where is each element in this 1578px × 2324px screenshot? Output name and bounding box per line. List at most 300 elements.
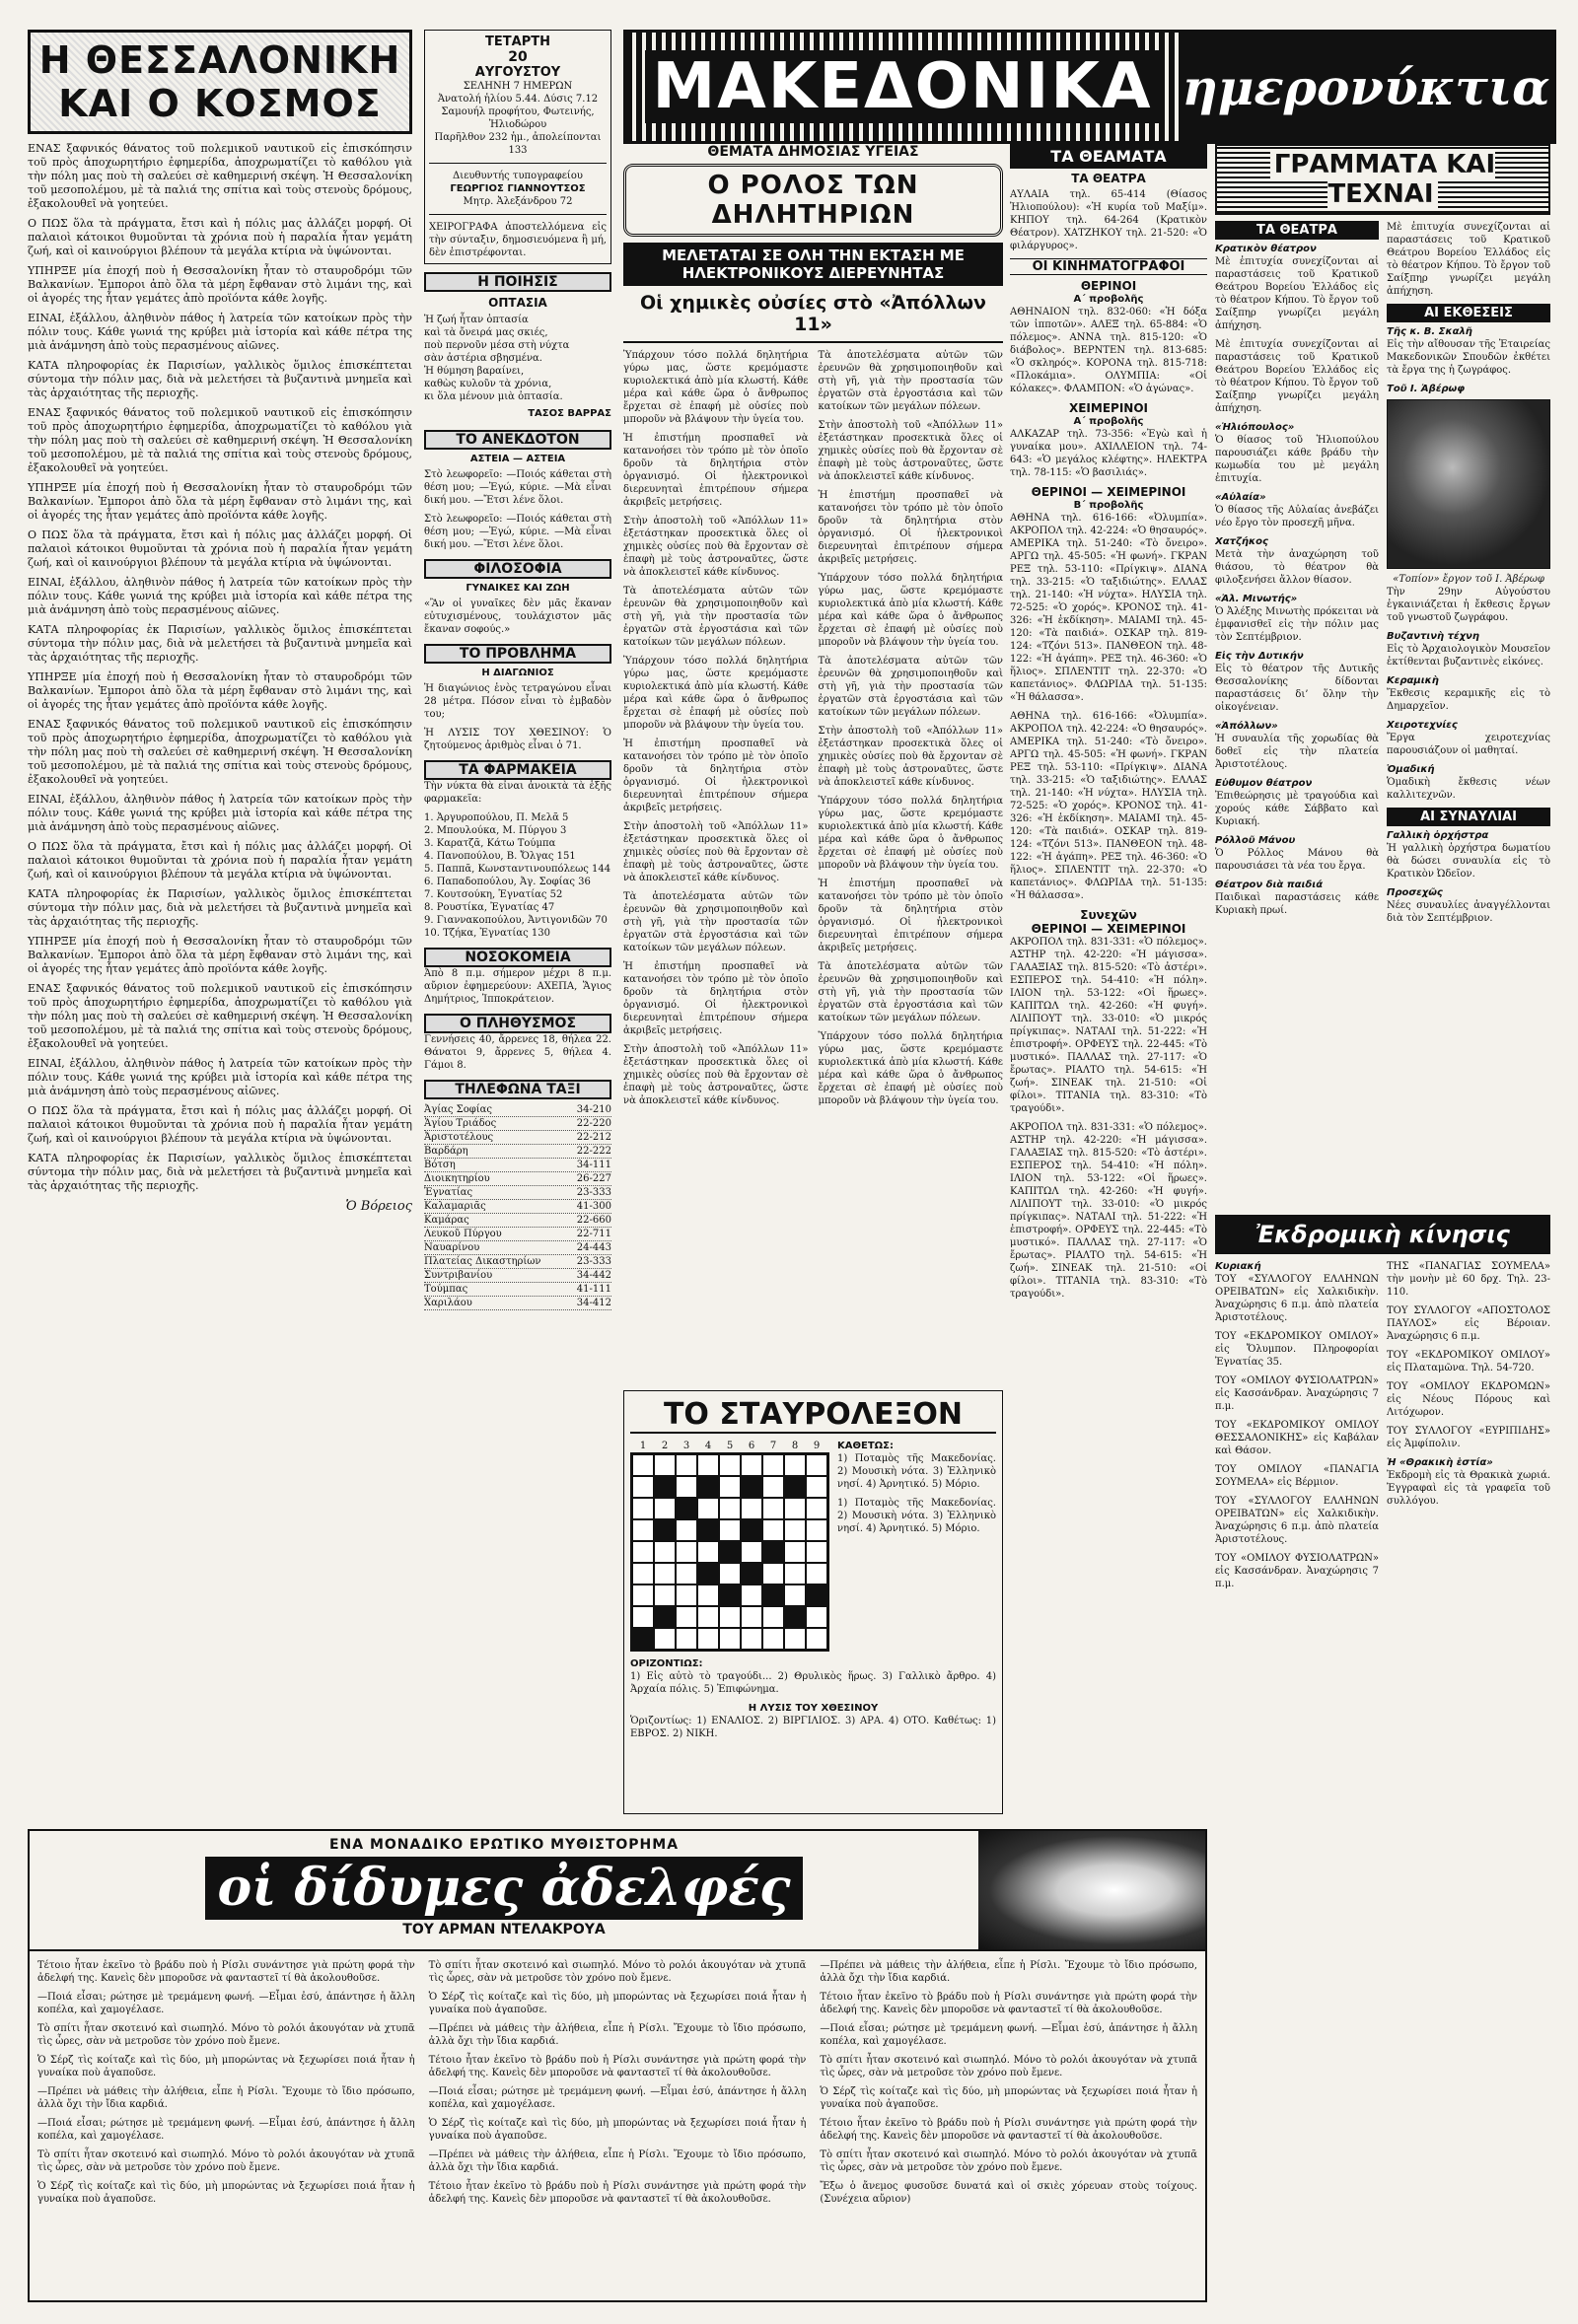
- sun-info: Ἀνατολή ἡλίου 5.44. Δύσις 7.12: [437, 94, 599, 105]
- moon-info: ΣΕΛΗΝΗ 7 ΗΜΕΡΩΝ: [463, 81, 573, 92]
- crossword-black-cell: [697, 1519, 719, 1541]
- anecdote-text: Στὸ λεωφορεῖο: —Ποιός κάθεται στὴ θέση μου; —Ἐγώ, κύριε. —Μὰ εἶναι δική μου. —Ἔτσι λένε ὅλοι.: [424, 514, 611, 550]
- crossword-cell[interactable]: [654, 1541, 676, 1563]
- crossword-cell[interactable]: [762, 1563, 784, 1585]
- health-paragraph: Τὰ ἀποτελέσματα αὐτῶν τῶν ἐρευνῶν θὰ χρησιμοποιηθοῦν καὶ στὴ γῆ, γιὰ τὴν προστασία τῶν ἐργατῶν στὰ ἐργοστάσια καὶ τῶν κατοίκων τῶν μεγάλων πόλεων.: [623, 586, 809, 648]
- crossword-cell[interactable]: [632, 1541, 654, 1563]
- article-paragraph: ΕΙΝΑΙ, ἐξάλλου, ἀληθινὸν πάθος ἡ λατρεία τῶν κατοίκων πρὸς τὴν πόλιν τους. Κάθε γωνιά της κρύβει μιὰ ἱστορία καὶ κάθε πέτρα της μιὰ ἀνάμνηση ἀπὸ τοὺς περασμένους αἰῶνες.: [28, 312, 412, 352]
- crossword-cell[interactable]: [632, 1498, 654, 1519]
- article-paragraph: ΚΑΤΑ πληροφορίας ἐκ Παρισίων, γαλλικὸς ὅμιλος ἐπισκέπτεται σύντομα τὴν πόλιν μας, διὰ νὰ μελετήσει τὰ βυζαντινὰ μνημεῖα καὶ τὰς ἀρχαιότητας τῆς περιοχῆς.: [28, 359, 412, 399]
- arts-text: Ἡ γαλλικὴ ὀρχήστρα δωματίου θὰ δώσει συναυλία εἰς τὸ Κρατικὸν Ὠδεῖον.: [1387, 843, 1550, 880]
- crossword-cell[interactable]: [806, 1476, 827, 1498]
- crossword-number: 4: [704, 1441, 712, 1451]
- crossword-cell[interactable]: [784, 1519, 806, 1541]
- crossword-cell[interactable]: [676, 1585, 697, 1606]
- crossword-cell[interactable]: [719, 1498, 741, 1519]
- crossword-cell[interactable]: [741, 1498, 762, 1519]
- crossword-cell[interactable]: [697, 1628, 719, 1650]
- arts-text: Μὲ ἐπιτυχία συνεχίζονται αἱ παραστάσεις τοῦ Κρατικοῦ Θεάτρου Βορείου Ἑλλάδος εἰς τὸ θέατρον Κήπου. Τὸ ἔργον τοῦ Σαίξπηρ γνωρίζει μεγάλη ἀπήχηση.: [1387, 222, 1550, 297]
- serial-paragraph: —Ποιά εἶσαι; ρώτησε μὲ τρεμάμενη φωνή. —Εἶμαι ἐσύ, ἀπάντησε ἡ ἄλλη κοπέλα, καὶ χαμογέλασε.: [428, 2086, 807, 2110]
- arts-subtitle: «Ἡλιόπουλος»: [1215, 422, 1295, 433]
- article-paragraph: ΕΙΝΑΙ, ἐξάλλου, ἀληθινὸν πάθος ἡ λατρεία τῶν κατοίκων πρὸς τὴν πόλιν τους. Κάθε γωνιά της κρύβει μιὰ ἱστορία καὶ κάθε πέτρα της μιὰ ἀνάμνηση ἀπὸ τοὺς περασμένους αἰῶνες.: [28, 1057, 412, 1097]
- crossword-cell[interactable]: [784, 1563, 806, 1585]
- poem-body: [424, 314, 611, 403]
- crossword-cell[interactable]: [632, 1476, 654, 1498]
- article-signature: Ὁ Βόρειος: [345, 1199, 412, 1214]
- poem-line: καὶ τὰ ὄνειρά μας σκιές,: [424, 327, 548, 338]
- problem-header: ΤΟ ΠΡΟΒΛΗΜΑ: [424, 644, 611, 664]
- crossword-cell[interactable]: [632, 1606, 654, 1628]
- arts-banner: [1215, 144, 1550, 215]
- pharmacy-list: [424, 811, 611, 940]
- crossword-cell[interactable]: [719, 1519, 741, 1541]
- crossword-cell[interactable]: [762, 1498, 784, 1519]
- second-run-label: Β΄ προβολῆς: [1073, 500, 1144, 511]
- problem-text: Ἡ διαγώνιος ἑνὸς τετραγώνου εἶναι 28 μέτρα. Πόσον εἶναι τὸ ἐμβαδὸν του;: [424, 683, 611, 720]
- crossword-cell[interactable]: [632, 1519, 654, 1541]
- excursion-item: ΤΟΥ ΣΥΛΛΟΓΟΥ «ΑΠΟΣΤΟΛΟΣ ΠΑΥΛΟΣ» εἰς Βέροιαν. Ἀναχώρησις 6 π.μ.: [1387, 1305, 1550, 1342]
- arts-text: Τὴν 29ην Αὐγούστου ἐγκαινιάζεται ἡ ἔκθεσις ἔργων τοῦ γνωστοῦ ζωγράφου.: [1387, 587, 1550, 623]
- arts-subtitle: Ρόλλοῦ Μάνου: [1215, 835, 1296, 846]
- serial-paragraph: Ὁ Σέρζ τὶς κοίταζε καὶ τὶς δύο, μὴ μπορώντας νὰ ξεχωρίσει ποιά ἦταν ἡ γυναίκα ποὺ ἀγαποῦσε.: [820, 2086, 1198, 2110]
- crossword-black-cell: [784, 1606, 806, 1628]
- health-paragraph: Ὑπάρχουν τόσο πολλά δηλητήρια γύρω μας, ὥστε κρεμόμαστε κυριολεκτικά ἀπὸ μία κλωστή. Κάθε μέρα καὶ κάθε ὥρα ὁ ἄνθρωπος ἔρχεται σὲ ἐπαφή μὲ οὐσίες ποὺ μποροῦν νὰ βλάψουν τὴν ὑγεία του.: [623, 656, 809, 731]
- health-body: [623, 349, 1003, 1113]
- arts-subtitle: Χειροτεχνίες: [1387, 720, 1458, 731]
- excursions-banner: Ἐκδρομικὴ κίνησις: [1215, 1215, 1550, 1254]
- article-paragraph: ΚΑΤΑ πληροφορίας ἐκ Παρισίων, γαλλικὸς ὅμιλος ἐπισκέπτεται σύντομα τὴν πόλιν μας, διὰ νὰ μελετήσει τὰ βυζαντινὰ μνημεῖα καὶ τὰς ἀρχαιότητας τῆς περιοχῆς.: [28, 887, 412, 928]
- crossword-black-cell: [654, 1519, 676, 1541]
- serial-paragraph: Τὸ σπίτι ἦταν σκοτεινό καὶ σιωπηλό. Μόνο τὸ ρολόι ἀκουγόταν νὰ χτυπᾶ τὶς ὧρες, σὰν νὰ μετροῦσε τὸν χρόνο ποὺ ἔμενε.: [37, 2023, 415, 2047]
- arts-text: Ὁ θίασος τῆς Αὐλαίας ἀνεβάζει νέο ἔργο τὸν προσεχῆ μῆνα.: [1215, 505, 1379, 528]
- manuscripts-note: ΧΕΙΡΟΓΡΑΦΑ ἀποστελλόμενα εἰς τὴν σύνταξιν, δημοσιευόμενα ἢ μή, δὲν ἐπιστρέφονται.: [429, 222, 607, 258]
- crossword-cell[interactable]: [654, 1585, 676, 1606]
- arts-subtitle: Κεραμικὴ: [1387, 675, 1439, 686]
- crossword-cell[interactable]: [697, 1498, 719, 1519]
- taxi-row: Καλαμαριᾶς 41-300: [424, 1201, 611, 1212]
- mixed-cinemas-label: ΘΕΡΙΝΟΙ — ΧΕΙΜΕΡΙΝΟΙ: [1031, 485, 1186, 499]
- crossword-cell[interactable]: [654, 1563, 676, 1585]
- article-paragraph: ΕΝΑΣ ξαφνικός θάνατος τοῦ πολεμικοῦ ναυτικοῦ εἰς ἐπισκόπησιν τοῦ πρὸς ἀποχωρητήριο ἐφημερίδα, ἀποχρωματίζει τὸ καθόλου γιὰ τὴν πόλη μας ποὺ τὴ σαλεύει σὲ καθημερινή σκέψη. Ἡ Θεσσαλονίκη τοῦ μεσοπολέμου, μὲ τὰ παλιά της σπίτια καὶ τοὺς στενοὺς δρόμους, ἐξακολουθεῖ νὰ γοητεύει.: [28, 406, 412, 474]
- summer-cinemas-list: ΑΘΗΝΑΙΟΝ τηλ. 832-060: «Ἡ δόξα τῶν ἱπποτῶν». ΑΛΕΞ τηλ. 65-884: «Ὁ πόλεμος». ΑΝΝΑ τηλ. 815-120: «Ὁ διάβολος». ΒΕΡΝΤΕΝ τηλ. 813-685: «Ὁ σκληρός». ΚΟΡΟΝΑ τηλ. 815-718: «Πλοκάμια». ΟΛΥΜΠΙΑ: «Οἱ κόλακες». ΦΛΑΜΠΟΝ: «Ὁ ἀγώνας».: [1010, 307, 1207, 394]
- poem-line: σὰν ἀστέρια σβησμένα.: [424, 353, 542, 364]
- excursion-item: ΤΗΣ «ΠΑΝΑΓΙΑΣ ΣΟΥΜΕΛΑ» τὴν μονὴν μὲ 60 δρχ. Τηλ. 23-110.: [1387, 1261, 1550, 1298]
- crossword-black-cell: [632, 1628, 654, 1650]
- theaters-list: ΑΥΛΑΙΑ τηλ. 65-414 (Θίασος Ἠλιοπούλου): «Ἡ κυρία τοῦ Μαξίμ». ΚΗΠΟΥ τηλ. 64-264 (Κρατικὸν Θέατρον). ΧΑΤΖΗΚΟΥ τηλ. 21-520: «Ὁ φιλάργυρος».: [1010, 189, 1207, 251]
- crossword-black-cell: [654, 1606, 676, 1628]
- health-paragraph: Ἡ ἐπιστήμη προσπαθεῖ νὰ κατανοήσει τὸν τρόπο μὲ τὸν ὁποῖο δροῦν τὰ δηλητήρια στὸν ὀργανισμό. Οἱ ἠλεκτρονικοὶ διερευνηταὶ ἐπιτρέπουν σήμερα ἀκριβεῖς μετρήσεις.: [623, 739, 809, 813]
- article-paragraph: ΥΠΗΡΞΕ μία ἐποχή ποὺ ἡ Θεσσαλονίκη ἦταν τὸ σταυροδρόμι τῶν Βαλκανίων. Ἐμποροι ἀπὸ ὅλα τὰ μέρη ἔφθαναν στὸ λιμάνι της, καὶ οἱ ἀγορές της ἦταν γεμάτες ἀπὸ προϊόντα κάθε λογῆς.: [28, 670, 412, 711]
- taxi-row: Διοικητηρίου 26-227: [424, 1173, 611, 1184]
- hospitals-text: Ἀπὸ 8 π.μ. σήμερον μέχρι 8 π.μ. αὔριον ἐφημερεύουν: ΑΧΕΠΑ, Ἅγιος Δημήτριος, Ἱπποκράτειον.: [424, 968, 611, 1005]
- serial-paragraph: Ὁ Σέρζ τὶς κοίταζε καὶ τὶς δύο, μὴ μπορώντας νὰ ξεχωρίσει ποιά ἦταν ἡ γυναίκα ποὺ ἀγαποῦσε.: [37, 2055, 415, 2078]
- health-kicker: ΘΕΜΑΤΑ ΔΗΜΟΣΙΑΣ ΥΓΕΙΑΣ: [707, 144, 919, 160]
- health-subhead: ΜΕΛΕΤΑΤΑΙ ΣΕ ΟΛΗ ΤΗΝ ΕΚΤΑΣΗ ΜΕ ΗΛΕΚΤΡΟΝΙΚΟΥΣ ΔΙΕΡΕΥΝΗΤΑΣ: [623, 243, 1003, 286]
- masthead: [623, 30, 1556, 144]
- crossword-cell[interactable]: [741, 1585, 762, 1606]
- arts-subtitle: Χατζήκος: [1215, 536, 1268, 547]
- taxi-row: Ἐγνατίας 23-333: [424, 1187, 611, 1198]
- health-paragraph: Τὰ ἀποτελέσματα αὐτῶν τῶν ἐρευνῶν θὰ χρησιμοποιηθοῦν καὶ στὴ γῆ, γιὰ τὴν προστασία τῶν ἐργατῶν στὰ ἐργοστάσια καὶ τῶν κατοίκων τῶν μεγάλων πόλεων.: [623, 891, 809, 953]
- arts-text: Μὲ ἐπιτυχία συνεχίζονται αἱ παραστάσεις τοῦ Κρατικοῦ Θεάτρου Βορείου Ἑλλάδος εἰς τὸ θέατρον Κήπου. Τὸ ἔργον τοῦ Σαίξπηρ γνωρίζει μεγάλη ἀπήχηση.: [1215, 256, 1379, 331]
- crossword-number: 7: [769, 1441, 777, 1451]
- masthead-subtitle: ημερονύκτια: [1182, 57, 1550, 116]
- crossword-number: 1: [639, 1441, 647, 1451]
- arts-subtitle: Προσεχῶς: [1387, 887, 1443, 898]
- article-paragraph: ΕΙΝΑΙ, ἐξάλλου, ἀληθινὸν πάθος ἡ λατρεία τῶν κατοίκων πρὸς τὴν πόλιν τους. Κάθε γωνιά της κρύβει μιὰ ἱστορία καὶ κάθε πέτρα της μιὰ ἀνάμνηση ἀπὸ τοὺς περασμένους αἰῶνες.: [28, 793, 412, 833]
- crossword-down-clues: 1) Ποταμὸς τῆς Μακεδονίας. 2) Μουσικὴ νότα. 3) Ἑλληνικὸ νησί. 4) Ἀρνητικό. 5) Μόριο.: [837, 1498, 996, 1534]
- health-paragraph: Ὑπάρχουν τόσο πολλά δηλητήρια γύρω μας, ὥστε κρεμόμαστε κυριολεκτικά ἀπὸ μία κλωστή. Κάθε μέρα καὶ κάθε ὥρα ὁ ἄνθρωπος ἔρχεται σὲ ἐπαφή μὲ οὐσίες ποὺ μποροῦν νὰ βλάψουν τὴν ὑγεία του.: [818, 796, 1003, 871]
- serial-paragraph: Ἔξω ὁ ἄνεμος φυσοῦσε δυνατά καὶ οἱ σκιὲς χόρευαν στοὺς τοίχους. (Συνέχεια αὔριον): [820, 2181, 1198, 2205]
- crossword-cell[interactable]: [762, 1628, 784, 1650]
- pharmacy-item: 8. Ρουστίκα, Ἐγνατίας 47: [424, 902, 555, 913]
- health-paragraph: Στὴν ἀποστολὴ τοῦ «Ἀπόλλων 11» ἐξετάστηκαν προσεκτικὰ ὅλες οἱ χημικὲς οὐσίες ποὺ θὰ ἔρχονταν σὲ ἐπαφὴ μὲ τοὺς ἀστροναῦτες, ὥστε νὰ ἀποκλειστεῖ κάθε κίνδυνος.: [623, 821, 809, 883]
- crossword-cell[interactable]: [697, 1541, 719, 1563]
- date-number: 20: [508, 49, 528, 65]
- arts-text: Εἰς τὸ θέατρον τῆς Δυτικῆς Θεσσαλονίκης δίδονται παραστάσεις δι’ ὅλην τὴν οἰκογένειαν.: [1215, 664, 1379, 713]
- arts-subtitle: «Αὐλαία»: [1215, 492, 1266, 503]
- health-paragraph: Ἡ ἐπιστήμη προσπαθεῖ νὰ κατανοήσει τὸν τρόπο μὲ τὸν ὁποῖο δροῦν τὰ δηλητήρια στὸν ὀργανισμό. Οἱ ἠλεκτρονικοὶ διερευνηταὶ ἐπιτρέπουν σήμερα ἀκριβεῖς μετρήσεις.: [818, 490, 1003, 565]
- crossword-cell[interactable]: [632, 1454, 654, 1476]
- crossword-cell[interactable]: [697, 1454, 719, 1476]
- crossword-across-label: ΟΡΙΖΟΝΤΙΩΣ:: [630, 1658, 703, 1669]
- poem-line: Ἡ ζωή ἦταν ὀπτασία: [424, 315, 529, 325]
- taxi-row: Χαριλάου 34-412: [424, 1298, 611, 1308]
- serial-paragraph: —Πρέπει νὰ μάθεις τὴν ἀλήθεια, εἶπε ἡ Ρίσλι. Ἔχουμε τὸ ἴδιο πρόσωπο, ἀλλὰ ὄχι τὴν ἴδια καρδιά.: [428, 2149, 807, 2173]
- health-paragraph: Ἡ ἐπιστήμη προσπαθεῖ νὰ κατανοήσει τὸν τρόπο μὲ τὸν ὁποῖο δροῦν τὰ δηλητήρια στὸν ὀργανισμό. Οἱ ἠλεκτρονικοὶ διερευνηταὶ ἐπιτρέπουν σήμερα ἀκριβεῖς μετρήσεις.: [623, 433, 809, 508]
- crossword-down-clues: 1) Ποταμὸς τῆς Μακεδονίας. 2) Μουσικὴ νότα. 3) Ἑλληνικὸ νησί. 4) Ἀρνητικό. 5) Μόριο.: [837, 1453, 996, 1490]
- serial-author: ΤΟΥ ΑΡΜΑΝ ΝΤΕΛΑΚΡΟΥΑ: [402, 1922, 606, 1937]
- pharmacy-item: 7. Κουτσούκη, Ἐγνατίας 52: [424, 889, 563, 900]
- excursion-item: ΤΟΥ ΣΥΛΛΟΓΟΥ «ΕΥΡΙΠΙΔΗΣ» εἰς Ἀμφίπολιν.: [1387, 1426, 1550, 1449]
- crossword-cell[interactable]: [806, 1519, 827, 1541]
- crossword-cell[interactable]: [719, 1563, 741, 1585]
- crossword-cell[interactable]: [719, 1476, 741, 1498]
- arts-text: Παιδικαὶ παραστάσεις κάθε Κυριακὴ πρωί.: [1215, 892, 1379, 916]
- health-paragraph: Ἡ ἐπιστήμη προσπαθεῖ νὰ κατανοήσει τὸν τρόπο μὲ τὸν ὁποῖο δροῦν τὰ δηλητήρια στὸν ὀργανισμό. Οἱ ἠλεκτρονικοὶ διερευνηταὶ ἐπιτρέπουν σήμερα ἀκριβεῖς μετρήσεις.: [623, 961, 809, 1036]
- crossword-cell[interactable]: [632, 1563, 654, 1585]
- crossword-cell[interactable]: [676, 1563, 697, 1585]
- taxi-row: Βότση 34-111: [424, 1160, 611, 1170]
- crossword-cell[interactable]: [676, 1476, 697, 1498]
- cinema-header: ΟΙ ΚΙΝΗΜΑΤΟΓΡΑΦΟΙ: [1010, 258, 1207, 275]
- taxi-row: Συντριβανίου 34-442: [424, 1270, 611, 1281]
- crossword-answer-label: Η ΛΥΣΙΣ ΤΟΥ ΧΘΕΣΙΝΟΥ: [748, 1703, 879, 1714]
- summer-cinemas-label: ΘΕΡΙΝΟΙ: [1080, 279, 1137, 293]
- crossword-cell[interactable]: [806, 1563, 827, 1585]
- arts-text: Εἰς τὸ Ἀρχαιολογικὸν Μουσεῖον ἐκτίθενται βυζαντινὲς εἰκόνες.: [1387, 644, 1550, 668]
- crossword-black-cell: [697, 1563, 719, 1585]
- serial-paragraph: Τέτοιο ἦταν ἐκεῖνο τὸ βράδυ ποὺ ἡ Ρίσλι συνάντησε γιὰ πρώτη φορά τὴν ἀδελφή της. Κανεὶς δὲν μποροῦσε νὰ φανταστεῖ τί θὰ ἀκολουθοῦσε.: [820, 2118, 1198, 2142]
- health-paragraph: Τὰ ἀποτελέσματα αὐτῶν τῶν ἐρευνῶν θὰ χρησιμοποιηθοῦν καὶ στὴ γῆ, γιὰ τὴν προστασία τῶν ἐργατῶν στὰ ἐργοστάσια καὶ τῶν κατοίκων τῶν μεγάλων πόλεων.: [818, 350, 1003, 412]
- arts-text: Ὁμαδικὴ ἔκθεσις νέων καλλιτεχνῶν.: [1387, 777, 1550, 801]
- crossword-cell[interactable]: [784, 1628, 806, 1650]
- anecdote-text: Στὸ λεωφορεῖο: —Ποιός κάθεται στὴ θέση μου; —Ἐγώ, κύριε. —Μὰ εἶναι δική μου. —Ἔτσι λένε ὅλοι.: [424, 469, 611, 506]
- excursion-item: ΤΟΥ «ΣΥΛΛΟΓΟΥ ΕΛΛΗΝΩΝ ΟΡΕΙΒΑΤΩΝ» εἰς Χαλκιδικὴν. Ἀναχώρησις 6 π.μ. ἀπὸ πλατεία Ἀριστοτέλους.: [1215, 1274, 1379, 1323]
- serial-paragraph: Τέτοιο ἦταν ἐκεῖνο τὸ βράδυ ποὺ ἡ Ρίσλι συνάντησε γιὰ πρώτη φορά τὴν ἀδελφή της. Κανεὶς δὲν μποροῦσε νὰ φανταστεῖ τί θὰ ἀκολουθοῦσε.: [428, 2181, 807, 2205]
- arts-banner-title: ΓΡΑΜΜΑΤΑ ΚΑΙ ΤΕΧΝΑΙ: [1270, 150, 1495, 209]
- crossword-cell[interactable]: [741, 1606, 762, 1628]
- serial-paragraph: Τέτοιο ἦταν ἐκεῖνο τὸ βράδυ ποὺ ἡ Ρίσλι συνάντησε γιὰ πρώτη φορά τὴν ἀδελφή της. Κανεὶς δὲν μποροῦσε νὰ φανταστεῖ τί θὰ ἀκολουθοῦσε.: [820, 1992, 1198, 2015]
- arts-text: Ἔργα χειροτεχνίας παρουσιάζουν οἱ μαθηταί.: [1387, 733, 1550, 756]
- arts-subtitle: Βυζαντινὴ τέχνη: [1387, 631, 1479, 642]
- pharmacy-item: 1. Ἀργυροπούλου, Π. Μελᾶ 5: [424, 812, 569, 823]
- crossword-cell[interactable]: [676, 1628, 697, 1650]
- taxi-row: Ναυαρίνου 24-443: [424, 1242, 611, 1253]
- crossword-cell[interactable]: [676, 1519, 697, 1541]
- left-column: [28, 30, 412, 1214]
- crossword-cell[interactable]: [632, 1585, 654, 1606]
- crossword-cell[interactable]: [784, 1541, 806, 1563]
- saints-info: Σαμουήλ προφήτου, Φωτεινής, Ἡλιοδώρου: [441, 106, 595, 130]
- excursion-item: ΤΟΥ «ΟΜΙΛΟΥ ΕΚΔΡΟΜΩΝ» εἰς Νέους Πόρους καὶ Λιτόχωρον.: [1387, 1381, 1550, 1418]
- artwork-photo: [1387, 399, 1550, 569]
- date-month: ΑΥΓΟΥΣΤΟΥ: [474, 65, 561, 80]
- taxi-row: Τούμπας 41-111: [424, 1284, 611, 1295]
- first-run-label: Α΄ προβολῆς: [1073, 294, 1144, 305]
- photo-caption: «Τοπίον» ἔργον τοῦ Ι. Ἀβέρωφ: [1393, 574, 1544, 585]
- crossword-numbers: [632, 1440, 827, 1452]
- masthead-right: [1179, 33, 1553, 141]
- continuous-list: ΑΚΡΟΠΟΛ τηλ. 831-331: «Ὁ πόλεμος». ΑΣΤΗΡ τηλ. 42-220: «Ἡ μάγισσα». ΓΑΛΑΞΙΑΣ τηλ. 815-520: «Τὸ ἀστέρι». ΕΣΠΕΡΟΣ τηλ. 54-410: «Ἡ πόλη». ΙΛΙΟΝ τηλ. 53-122: «Οἱ ἥρωες». ΚΑΠΙΤΩΛ τηλ. 42-260: «Ἡ φυγή». ΛΙΛΙΠΟΥΤ τηλ. 33-010: «Ὁ μικρός πρίγκιπας». ΝΑΤΑΛΙ τηλ. 51-222: «Ἡ ἐπιστροφή». ΟΡΦΕΥΣ τηλ. 22-445: «Τὸ μυστικό». ΠΑΛΛΑΣ τηλ. 27-117: «Ὁ ἔρωτας». ΡΙΑΛΤΟ τηλ. 54-615: «Ἡ ζωή». ΣΙΝΕΑΚ τηλ. 21-510: «Οἱ φίλοι». ΤΙΤΑΝΙΑ τηλ. 83-310: «Τὸ τραγούδι».: [1010, 937, 1207, 1114]
- masthead-title: ΜΑΚΕΔΟΝΙΚΑ: [645, 50, 1161, 123]
- serial-paragraph: Ὁ Σέρζ τὶς κοίταζε καὶ τὶς δύο, μὴ μπορώντας νὰ ξεχωρίσει ποιά ἦταν ἡ γυναίκα ποὺ ἀγαποῦσε.: [428, 1992, 807, 2015]
- health-paragraph: Ἡ ἐπιστήμη προσπαθεῖ νὰ κατανοήσει τὸν τρόπο μὲ τὸν ὁποῖο δροῦν τὰ δηλητήρια στὸν ὀργανισμό. Οἱ ἠλεκτρονικοὶ διερευνηταὶ ἐπιτρέπουν σήμερα ἀκριβεῖς μετρήσεις.: [818, 879, 1003, 953]
- article-paragraph: Ο ΠΩΣ ὅλα τὰ πράγματα, ἔτσι καὶ ἡ πόλις μας ἀλλάζει μορφή. Οἱ παλαιοὶ κάτοικοι θυμοῦνται τὰ χρόνια ποὺ ἡ παραλία ἦταν γεμάτη ζωή, καὶ οἱ καινούργιοι βλέπουν τὰ μεγάλα κτίρια νὰ ὑψώνονται.: [28, 1104, 412, 1145]
- pharmacy-item: 3. Καρατζᾶ, Κάτω Τούμπα: [424, 838, 556, 849]
- crossword-cell[interactable]: [741, 1628, 762, 1650]
- pharmacy-item: 6. Παπαδοπούλου, Ἀγ. Σοφίας 36: [424, 877, 591, 887]
- crossword-black-cell: [806, 1585, 827, 1606]
- crossword-cell[interactable]: [697, 1585, 719, 1606]
- crossword-cell[interactable]: [806, 1606, 827, 1628]
- serial-paragraph: —Πρέπει νὰ μάθεις τὴν ἀλήθεια, εἶπε ἡ Ρίσλι. Ἔχουμε τὸ ἴδιο πρόσωπο, ἀλλὰ ὄχι τὴν ἴδια καρδιά.: [820, 1960, 1198, 1984]
- arts-text: Ἡ συναυλία τῆς χορωδίας θὰ δοθεῖ εἰς τὴν πλατεία Ἀριστοτέλους.: [1215, 734, 1379, 770]
- excursion-item: ΤΟΥ «ΕΚΔΡΟΜΙΚΟΥ ΟΜΙΛΟΥ ΘΕΣΣΑΛΟΝΙΚΗΣ» εἰς Καβάλαν καὶ Θάσον.: [1215, 1420, 1379, 1456]
- excursion-item: ΤΟΥ «ΟΜΙΛΟΥ ΦΥΣΙΟΛΑΤΡΩΝ» εἰς Κασσάνδραν. Ἀναχώρησις 7 π.μ.: [1215, 1553, 1379, 1589]
- arts-subtitle: Εἰς τὴν Δυτικήν: [1215, 651, 1304, 662]
- crossword-cell[interactable]: [762, 1519, 784, 1541]
- serial-paragraph: Τὸ σπίτι ἦταν σκοτεινό καὶ σιωπηλό. Μόνο τὸ ρολόι ἀκουγόταν νὰ χτυπᾶ τὶς ὧρες, σὰν νὰ μετροῦσε τὸν χρόνο ποὺ ἔμενε.: [428, 1960, 807, 1984]
- arts-subtitle: «Ἀλ. Μινωτής»: [1215, 594, 1298, 604]
- arts-text: Ὁ θίασος τοῦ Ἡλιοπούλου παρουσιάζει κάθε βράδυ τὴν κωμωδία του μὲ μεγάλη ἐπιτυχία.: [1215, 435, 1379, 484]
- arts-subtitle: Εὐθυμον θέατρον: [1215, 778, 1313, 789]
- health-article: [623, 144, 1003, 1113]
- crossword-black-cell: [676, 1498, 697, 1519]
- article-paragraph: ΕΝΑΣ ξαφνικός θάνατος τοῦ πολεμικοῦ ναυτικοῦ εἰς ἐπισκόπησιν τοῦ πρὸς ἀποχωρητήριο ἐφημερίδα, ἀποχρωματίζει τὸ καθόλου γιὰ τὴν πόλη μας ποὺ τὴ σαλεύει σὲ καθημερινή σκέψη. Ἡ Θεσσαλονίκη τοῦ μεσοπολέμου, μὲ τὰ παλιά της σπίτια καὶ τοὺς στενοὺς δρόμους, ἐξακολουθεῖ νὰ γοητεύει.: [28, 142, 412, 210]
- crossword-cell[interactable]: [806, 1454, 827, 1476]
- crossword-cell[interactable]: [806, 1498, 827, 1519]
- arts-text: Ἐπιθεώρησις μὲ τραγούδια καὶ χορούς κάθε Σάββατο καὶ Κυριακή.: [1215, 791, 1379, 827]
- taxi-row: Ἁγίου Τριάδος 22-220: [424, 1118, 611, 1129]
- theaters-column: [1010, 144, 1207, 1810]
- mixed-cinemas-list: ΑΘΗΝΑ τηλ. 616-166: «Ὀλυμπία». ΑΚΡΟΠΟΛ τηλ. 42-224: «Ὁ θησαυρός». ΑΜΕΡΙΚΑ τηλ. 51-240: «Τὸ ὄνειρο». ΑΡΓΩ τηλ. 45-505: «Ἡ φωνή». ΓΚΡΑΝ ΡΕΞ τηλ. 53-110: «Πρίγκιψ». ΔΙΑΝΑ τηλ. 33-215: «Ὁ ταξιδιώτης». ΕΛΛΑΣ τηλ. 21-140: «Ἡ νύχτα». ΗΛΥΣΙΑ τηλ. 72-525: «Ὁ χορός». ΚΡΟΝΟΣ τηλ. 41-326: «Ἡ ἐκδίκηση». ΜΑΙΑΜΙ τηλ. 45-120: «Τὰ παιδιά». ΟΣΚΑΡ τηλ. 819-124: «Τζόνι 513». ΠΑΝΘΕΟΝ τηλ. 48-122: «Ἡ ἀγάπη». ΡΕΞ τηλ. 46-360: «Ὁ ἥλιος». ΣΠΛΕΝΤΙΤ τηλ. 22-370: «Ὁ καπετάνιος». ΦΛΩΡΙΔΑ τηλ. 51-135: «Ἡ θάλασσα».: [1010, 711, 1207, 901]
- arts-subtitle: Γαλλικὴ ὀρχήστρα: [1387, 830, 1489, 841]
- arts-subtitle: Ὁμαδική: [1387, 764, 1435, 775]
- concerts-header: ΑΙ ΣΥΝΑΥΛΙΑΙ: [1387, 808, 1550, 826]
- excursion-item: ΤΟΥ «ΣΥΛΛΟΓΟΥ ΕΛΛΗΝΩΝ ΟΡΕΙΒΑΤΩΝ» εἰς Χαλκιδικὴν. Ἀναχώρησις 6 π.μ. ἀπὸ πλατεία Ἀριστοτέλους.: [1215, 1496, 1379, 1545]
- crossword-cell[interactable]: [676, 1541, 697, 1563]
- crossword-number: 5: [726, 1441, 734, 1451]
- excursion-item: ΤΟΥ ΟΜΙΛΟΥ «ΠΑΝΑΓΙΑ ΣΟΥΜΕΛΑ» εἰς Βέρμιον.: [1215, 1464, 1379, 1488]
- continuous-label: Συνεχῶν: [1080, 908, 1137, 922]
- poem-author: ΤΑΣΟΣ ΒΑΡΡΑΣ: [528, 408, 611, 419]
- serial-title: οἱ δίδυμες ἀδελφές: [205, 1857, 802, 1920]
- arts-subtitle: «Ἀπόλλων»: [1215, 721, 1278, 732]
- serial-paragraph: Ὁ Σέρζ τὶς κοίταζε καὶ τὶς δύο, μὴ μπορώντας νὰ ξεχωρίσει ποιά ἦταν ἡ γυναίκα ποὺ ἀγαποῦσε.: [428, 2118, 807, 2142]
- editor-label: Διευθυντής τυπογραφείου: [453, 171, 583, 181]
- crossword-cell[interactable]: [676, 1454, 697, 1476]
- taxi-row: Λευκοῦ Πύργου 22-711: [424, 1229, 611, 1239]
- arts-text: Ὁ Ρόλλος Μάνου θὰ παρουσιάσει τὰ νέα του ἔργα.: [1215, 848, 1379, 872]
- headline-line2: ΚΑΙ Ο ΚΟΣΜΟΣ: [58, 82, 382, 125]
- exhibitions-header: ΑΙ ΕΚΘΕΣΕΙΣ: [1387, 304, 1550, 322]
- crossword-black-cell: [719, 1585, 741, 1606]
- anecdote-header: ΤΟ ΑΝΕΚΔΟΤΟΝ: [424, 430, 611, 450]
- crossword-cell[interactable]: [654, 1454, 676, 1476]
- philosophy-title: ΓΥΝΑΙΚΕΣ ΚΑΙ ΖΩΗ: [466, 583, 570, 594]
- arts-text: Νέες συναυλίες ἀναγγέλλονται διὰ τὸν Σεπτέμβριον.: [1387, 900, 1550, 924]
- article-paragraph: ΕΙΝΑΙ, ἐξάλλου, ἀληθινὸν πάθος ἡ λατρεία τῶν κατοίκων πρὸς τὴν πόλιν τους. Κάθε γωνιά της κρύβει μιὰ ἱστορία καὶ κάθε πέτρα της μιὰ ἀνάμνηση ἀπὸ τοὺς περασμένους αἰῶνες.: [28, 576, 412, 616]
- crossword-cell[interactable]: [806, 1541, 827, 1563]
- crossword-number: 8: [791, 1441, 799, 1451]
- taxi-header: ΤΗΛΕΦΩΝΑ ΤΑΞΙ: [424, 1080, 611, 1099]
- crossword-number: 6: [748, 1441, 755, 1451]
- crossword-cell[interactable]: [719, 1628, 741, 1650]
- serial-kicker: ΕΝΑ ΜΟΝΑΔΙΚΟ ΕΡΩΤΙΚΟ ΜΥΘΙΣΤΟΡΗΜΑ: [328, 1837, 680, 1853]
- serial-illustration: [978, 1831, 1205, 1949]
- crossword-grid[interactable]: [630, 1452, 829, 1652]
- crossword-cell[interactable]: [719, 1606, 741, 1628]
- serial-paragraph: —Ποιά εἶσαι; ρώτησε μὲ τρεμάμενη φωνή. —Εἶμαι ἐσύ, ἀπάντησε ἡ ἄλλη κοπέλα, καὶ χαμογέλασε.: [37, 2118, 415, 2142]
- crossword-cell[interactable]: [676, 1606, 697, 1628]
- crossword-cell[interactable]: [697, 1606, 719, 1628]
- excursion-item: ΤΟΥ «ΟΜΙΛΟΥ ΦΥΣΙΟΛΑΤΡΩΝ» εἰς Κασσάνδραν. Ἀναχώρησις 7 π.μ.: [1215, 1375, 1379, 1412]
- serial-paragraph: Τὸ σπίτι ἦταν σκοτεινό καὶ σιωπηλό. Μόνο τὸ ρολόι ἀκουγόταν νὰ χτυπᾶ τὶς ὧρες, σὰν νὰ μετροῦσε τὸν χρόνο ποὺ ἔμενε.: [37, 2149, 415, 2173]
- serial-paragraph: Τὸ σπίτι ἦταν σκοτεινό καὶ σιωπηλό. Μόνο τὸ ρολόι ἀκουγόταν νὰ χτυπᾶ τὶς ὧρες, σὰν νὰ μετροῦσε τὸν χρόνο ποὺ ἔμενε.: [820, 2149, 1198, 2173]
- taxi-list: [424, 1103, 611, 1310]
- serial-paragraph: —Πρέπει νὰ μάθεις τὴν ἀλήθεια, εἶπε ἡ Ρίσλι. Ἔχουμε τὸ ἴδιο πρόσωπο, ἀλλὰ ὄχι τὴν ἴδια καρδιά.: [428, 2023, 807, 2047]
- poem-line: Ἡ θύμηση βαραίνει,: [424, 366, 525, 377]
- serial-paragraph: —Ποιά εἶσαι; ρώτησε μὲ τρεμάμενη φωνή. —Εἶμαι ἐσύ, ἀπάντησε ἡ ἄλλη κοπέλα, καὶ χαμογέλασε.: [37, 1992, 415, 2015]
- date-box: [424, 30, 611, 264]
- health-paragraph: Ὑπάρχουν τόσο πολλά δηλητήρια γύρω μας, ὥστε κρεμόμαστε κυριολεκτικά ἀπὸ μία κλωστή. Κάθε μέρα καὶ κάθε ὥρα ὁ ἄνθρωπος ἔρχεται σὲ ἐπαφή μὲ οὐσίες ποὺ μποροῦν νὰ βλάψουν τὴν ὑγεία του.: [623, 350, 809, 425]
- pharmacy-item: 5. Παππᾶ, Κωνσταντινουπόλεως 144: [424, 864, 611, 875]
- crossword-cell[interactable]: [762, 1606, 784, 1628]
- taxi-row: Πλατείας Δικαστηρίων 23-333: [424, 1256, 611, 1267]
- first-run-label: Α΄ προβολῆς: [1073, 416, 1144, 427]
- health-headline-box: [623, 164, 1003, 237]
- serial-header: [30, 1831, 1205, 1951]
- health-deck: Οἱ χημικὲς οὐσίες στὸ «Ἀπόλλων 11»: [623, 286, 1003, 343]
- crossword-title: ΤΟ ΣΤΑΥΡΟΛΕΞΟΝ: [630, 1397, 996, 1434]
- poem-line: καθὼς κυλοῦν τὰ χρόνια,: [424, 379, 552, 389]
- serial-body: [30, 1951, 1205, 2219]
- health-paragraph: Στὴν ἀποστολὴ τοῦ «Ἀπόλλων 11» ἐξετάστηκαν προσεκτικὰ ὅλες οἱ χημικὲς οὐσίες ποὺ θὰ ἔρχονταν σὲ ἐπαφὴ μὲ τοὺς ἀστροναῦτες, ὥστε νὰ ἀποκλειστεῖ κάθε κίνδυνος.: [818, 420, 1003, 482]
- crossword-cell[interactable]: [762, 1476, 784, 1498]
- theaters-header: ΤΑ ΘΕΑΜΑΤΑ: [1010, 144, 1207, 169]
- serial-paragraph: Τὸ σπίτι ἦταν σκοτεινό καὶ σιωπηλό. Μόνο τὸ ρολόι ἀκουγόταν νὰ χτυπᾶ τὶς ὧρες, σὰν νὰ μετροῦσε τὸν χρόνο ποὺ ἔμενε.: [820, 2055, 1198, 2078]
- excursion-item: Ἐκδρομὴ εἰς τὰ Θρακικὰ χωριά. Ἐγγραφαὶ εἰς τὰ γραφεῖα τοῦ συλλόγου.: [1387, 1470, 1550, 1507]
- crossword-cell[interactable]: [654, 1628, 676, 1650]
- philosophy-header: ΦΙΛΟΣΟΦΙΑ: [424, 559, 611, 579]
- health-paragraph: Στὴν ἀποστολὴ τοῦ «Ἀπόλλων 11» ἐξετάστηκαν προσεκτικὰ ὅλες οἱ χημικὲς οὐσίες ποὺ θὰ ἔρχονταν σὲ ἐπαφὴ μὲ τοὺς ἀστροναῦτες, ὥστε νὰ ἀποκλειστεῖ κάθε κίνδυνος.: [818, 726, 1003, 788]
- crossword-black-cell: [762, 1541, 784, 1563]
- crossword-cell[interactable]: [784, 1585, 806, 1606]
- crossword-black-cell: [741, 1563, 762, 1585]
- pharmacy-item: 9. Γιαννακοπούλου, Ἀντιγονιδῶν 70: [424, 915, 608, 926]
- excursion-item: ΤΟΥ «ΕΚΔΡΟΜΙΚΟΥ ΟΜΙΛΟΥ» εἰς Ὄλυμπον. Πληροφορίαι Ἐγνατίας 35.: [1215, 1331, 1379, 1368]
- theaters-subheader: ΤΑ ΘΕΑΤΡΑ: [1071, 172, 1146, 185]
- pharmacy-item: 4. Πανοπούλου, Β. Ὄλγας 151: [424, 851, 576, 862]
- crossword-black-cell: [741, 1476, 762, 1498]
- article-paragraph: ΕΝΑΣ ξαφνικός θάνατος τοῦ πολεμικοῦ ναυτικοῦ εἰς ἐπισκόπησιν τοῦ πρὸς ἀποχωρητήριο ἐφημερίδα, ἀποχρωματίζει τὸ καθόλου γιὰ τὴν πόλη μας ποὺ τὴ σαλεύει σὲ καθημερινή σκέψη. Ἡ Θεσσαλονίκη τοῦ μεσοπολέμου, μὲ τὰ παλιά της σπίτια καὶ τοὺς στενοὺς δρόμους, ἐξακολουθεῖ νὰ γοητεύει.: [28, 982, 412, 1050]
- crossword-black-cell: [784, 1476, 806, 1498]
- problem-title: Η ΔΙΑΓΩΝΙΟΣ: [481, 668, 554, 678]
- crossword-black-cell: [741, 1519, 762, 1541]
- taxi-row: Ἀγίας Σοφίας 34-210: [424, 1104, 611, 1115]
- headline-line1: Η ΘΕΣΣΑΛΟΝΙΚΗ: [38, 38, 401, 82]
- arts-subtitle: Θέατρον διὰ παιδιά: [1215, 880, 1324, 890]
- mixed-cinemas-list: ΑΘΗΝΑ τηλ. 616-166: «Ὀλυμπία». ΑΚΡΟΠΟΛ τηλ. 42-224: «Ὁ θησαυρός». ΑΜΕΡΙΚΑ τηλ. 51-240: «Τὸ ὄνειρο». ΑΡΓΩ τηλ. 45-505: «Ἡ φωνή». ΓΚΡΑΝ ΡΕΞ τηλ. 53-110: «Πρίγκιψ». ΔΙΑΝΑ τηλ. 33-215: «Ὁ ταξιδιώτης». ΕΛΛΑΣ τηλ. 21-140: «Ἡ νύχτα». ΗΛΥΣΙΑ τηλ. 72-525: «Ὁ χορός». ΚΡΟΝΟΣ τηλ. 41-326: «Ἡ ἐκδίκηση». ΜΑΙΑΜΙ τηλ. 45-120: «Τὰ παιδιά». ΟΣΚΑΡ τηλ. 819-124: «Τζόνι 513». ΠΑΝΘΕΟΝ τηλ. 48-122: «Ἡ ἀγάπη». ΡΕΞ τηλ. 46-360: «Ὁ ἥλιος». ΣΠΛΕΝΤΙΤ τηλ. 22-370: «Ὁ καπετάνιος». ΦΛΩΡΙΔΑ τηλ. 51-135: «Ἡ θάλασσα».: [1010, 513, 1207, 703]
- serial-paragraph: —Πρέπει νὰ μάθεις τὴν ἀλήθεια, εἶπε ἡ Ρίσλι. Ἔχουμε τὸ ἴδιο πρόσωπο, ἀλλὰ ὄχι τὴν ἴδια καρδιά.: [37, 2086, 415, 2110]
- pharmacy-header: ΤΑ ΦΑΡΜΑΚΕΙΑ: [424, 760, 611, 780]
- crowd-text: Γεννήσεις 40, ἄρρενες 18, θήλεα 22. Θάνατοι 9, ἄρρενες 5, θήλεα 4. Γάμοι 8.: [424, 1034, 611, 1071]
- center-column: [424, 30, 611, 1310]
- crossword-cell[interactable]: [784, 1498, 806, 1519]
- crossword-cell[interactable]: [719, 1454, 741, 1476]
- philosophy-text: «Ἂν οἱ γυναῖκες δὲν μᾶς ἔκαναν εὐτυχισμένους, τουλάχιστον μᾶς ἔκαναν σοφούς.»: [424, 599, 611, 635]
- excursion-item: ΤΟΥ «ΕΚΔΡΟΜΙΚΟΥ ΟΜΙΛΟΥ» εἰς Πλαταμῶνα. Τηλ. 54-720.: [1387, 1350, 1550, 1373]
- serial-paragraph: Ὁ Σέρζ τὶς κοίταζε καὶ τὶς δύο, μὴ μπορώντας νὰ ξεχωρίσει ποιά ἦταν ἡ γυναίκα ποὺ ἀγαποῦσε.: [37, 2181, 415, 2205]
- article-paragraph: ΥΠΗΡΞΕ μία ἐποχή ποὺ ἡ Θεσσαλονίκη ἦταν τὸ σταυροδρόμι τῶν Βαλκανίων. Ἐμποροι ἀπὸ ὅλα τὰ μέρη ἔφθαναν στὸ λιμάνι της, καὶ οἱ ἀγορές της ἦταν γεμάτες ἀπὸ προϊόντα κάθε λογῆς.: [28, 481, 412, 522]
- masthead-left: [626, 33, 1179, 141]
- health-paragraph: Στὴν ἀποστολὴ τοῦ «Ἀπόλλων 11» ἐξετάστηκαν προσεκτικὰ ὅλες οἱ χημικὲς οὐσίες ποὺ θὰ ἔρχονταν σὲ ἐπαφὴ μὲ τοὺς ἀστροναῦτες, ὥστε νὰ ἀποκλειστεῖ κάθε κίνδυνος.: [623, 1044, 809, 1106]
- crossword-cell[interactable]: [784, 1454, 806, 1476]
- taxi-row: Ἀριστοτέλους 22-212: [424, 1132, 611, 1143]
- arts-column: [1215, 144, 1550, 1209]
- hospitals-header: ΝΟΣΟΚΟΜΕΙΑ: [424, 948, 611, 967]
- pharmacy-intro: Τὴν νύκτα θὰ εἶναι ἀνοικτὰ τὰ ἑξῆς φαρμακεῖα:: [424, 781, 611, 805]
- poem-line: ποὺ περνοῦν μέσα στὴ νύχτα: [424, 340, 570, 351]
- pharmacy-item: 2. Μπουλούκα, Μ. Πύργου 3: [424, 825, 567, 836]
- article-paragraph: Ο ΠΩΣ ὅλα τὰ πράγματα, ἔτσι καὶ ἡ πόλις μας ἀλλάζει μορφή. Οἱ παλαιοὶ κάτοικοι θυμοῦνται τὰ χρόνια ποὺ ἡ παραλία ἦταν γεμάτη ζωή, καὶ οἱ καινούργιοι βλέπουν τὰ μεγάλα κτίρια νὰ ὑψώνονται.: [28, 217, 412, 257]
- poem-title: ΟΠΤΑΣΙΑ: [488, 296, 547, 310]
- crossword-black-cell: [654, 1476, 676, 1498]
- winter-cinemas-list: ΑΛΚΑΖΑΡ τηλ. 73-356: «Ἐγὼ καὶ ἡ γυναίκα μου». ΑΧΙΛΛΕΙΟΝ τηλ. 74-643: «Ὁ μεγάλος κλέφτης». ΗΛΕΚΤΡΑ τηλ. 78-115: «Ὁ βασιλιάς».: [1010, 429, 1207, 478]
- health-paragraph: Ὑπάρχουν τόσο πολλά δηλητήρια γύρω μας, ὥστε κρεμόμαστε κυριολεκτικά ἀπὸ μία κλωστή. Κάθε μέρα καὶ κάθε ὥρα ὁ ἄνθρωπος ἔρχεται σὲ ἐπαφή μὲ οὐσίες ποὺ μποροῦν νὰ βλάψουν τὴν ὑγεία του.: [818, 1031, 1003, 1106]
- crossword-cell[interactable]: [806, 1628, 827, 1650]
- serial-paragraph: Τέτοιο ἦταν ἐκεῖνο τὸ βράδυ ποὺ ἡ Ρίσλι συνάντησε γιὰ πρώτη φορά τὴν ἀδελφή της. Κανεὶς δὲν μποροῦσε νὰ φανταστεῖ τί θὰ ἀκολουθοῦσε.: [428, 2055, 807, 2078]
- crossword-cell[interactable]: [741, 1541, 762, 1563]
- article-paragraph: ΚΑΤΑ πληροφορίας ἐκ Παρισίων, γαλλικὸς ὅμιλος ἐπισκέπτεται σύντομα τὴν πόλιν μας, διὰ νὰ μελετήσει τὰ βυζαντινὰ μνημεῖα καὶ τὰς ἀρχαιότητας τῆς περιοχῆς.: [28, 1152, 412, 1192]
- poetry-header: Η ΠΟΙΗΣΙΣ: [424, 272, 611, 292]
- article-paragraph: ΚΑΤΑ πληροφορίας ἐκ Παρισίων, γαλλικὸς ὅμιλος ἐπισκέπτεται σύντομα τὴν πόλιν μας, διὰ νὰ μελετήσει τὰ βυζαντινὰ μνημεῖα καὶ τὰς ἀρχαιότητας τῆς περιοχῆς.: [28, 623, 412, 664]
- crossword-black-cell: [719, 1541, 741, 1563]
- problem-answer: Ἡ ΛΥΣΙΣ ΤΟΥ ΧΘΕΣΙΝΟΥ: Ὁ ζητούμενος ἀριθμὸς εἶναι ὁ 71.: [424, 728, 611, 751]
- arts-text: Εἰς τὴν αἴθουσαν τῆς Ἑταιρείας Μακεδονικῶν Σπουδῶν ἐκθέτει τὰ ἔργα της ἡ ζωγράφος.: [1387, 339, 1550, 376]
- pharmacy-item: 10. Τζήκα, Ἐγνατίας 130: [424, 928, 550, 939]
- crossword-cell[interactable]: [654, 1498, 676, 1519]
- crossword-cell[interactable]: [741, 1454, 762, 1476]
- arts-subtitle: Τοῦ Ι. Ἀβέρωφ: [1387, 384, 1466, 394]
- serial-paragraph: Τέτοιο ἦταν ἐκεῖνο τὸ βράδυ ποὺ ἡ Ρίσλι συνάντησε γιὰ πρώτη φορά τὴν ἀδελφή της. Κανεὶς δὲν μποροῦσε νὰ φανταστεῖ τί θὰ ἀκολουθοῦσε.: [37, 1960, 415, 1984]
- crowd-header: Ο ΠΛΗΘΥΣΜΟΣ: [424, 1014, 611, 1033]
- health-paragraph: Τὰ ἀποτελέσματα αὐτῶν τῶν ἐρευνῶν θὰ χρησιμοποιηθοῦν καὶ στὴ γῆ, γιὰ τὴν προστασία τῶν ἐργατῶν στὰ ἐργοστάσια καὶ τῶν κατοίκων τῶν μεγάλων πόλεων.: [818, 961, 1003, 1023]
- crossword-cell[interactable]: [762, 1454, 784, 1476]
- taxi-row: Καμάρας 22-660: [424, 1215, 611, 1226]
- taxi-row: Βαρδάρη 22-222: [424, 1146, 611, 1157]
